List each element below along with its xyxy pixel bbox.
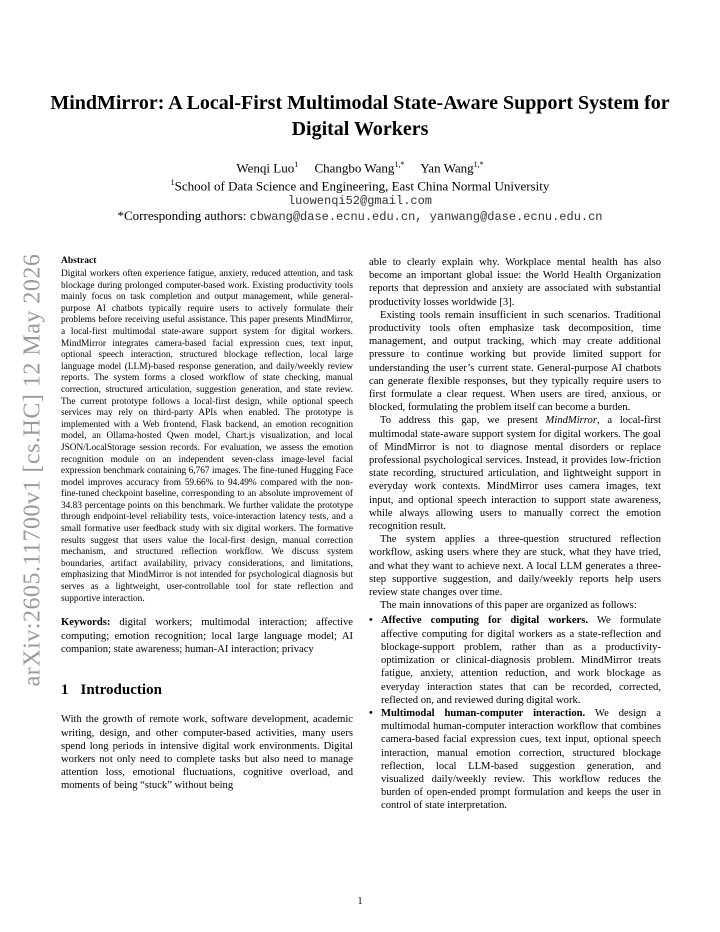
paragraph-text: , a local-first multimodal state-aware support system for digital workers. The goal of MindMirror is not to diagnose mental disorders or replace professional psychological services. Instead, it provides low-friction state recording, structured articulation, and lightweight support in everyday work contexts. MindMirror uses camera images, text input, and optional speech interaction to support state awareness, while always allowing users to manually correct the emotion recognition result.: [369, 415, 661, 533]
body-paragraph: Existing tools remain insufficient in such scenarios. Traditional productivity tools often emphasize task decomposition, time management, and output tracking, which may create additional pressure to continue working but provide limited support for understanding the user’s current state. General-purpose AI chatbots can generate flexible responses, but they typically require users to first formulate a clear request. When users are tired, anxious, or blocked, formulating the problem itself can become a burden.: [369, 309, 661, 414]
list-item-heading: Affective computing for digital workers.: [381, 615, 589, 627]
list-item: [369, 707, 661, 813]
keywords-text: digital workers; multimodal interaction; affective computing; emotion recognition; local large language model; AI companion; state awareness; human-AI interaction; privacy: [61, 617, 353, 656]
corresponding-emails: cbwang@dase.ecnu.edu.cn, yanwang@dase.ecnu.edu.cn: [249, 210, 603, 224]
list-item-heading: Multimodal human-computer interaction.: [381, 707, 586, 719]
corresponding-label: *Corresponding authors:: [117, 208, 250, 223]
keywords-label: Keywords:: [61, 617, 111, 629]
paper-title: MindMirror: A Local-First Multimodal State-Aware Support System for Digital Workers: [50, 92, 670, 140]
body-paragraph: The system applies a three-question structured reflection workflow, asking users where they are stuck, what they have tried, and what they want to achieve next. A local LLM generates a three-step supportive suggestion, and daily/weekly reports help users review state changes over time.: [369, 534, 661, 599]
affiliation-mark: 1: [170, 178, 175, 187]
arxiv-sidebar-stamp: [18, 250, 48, 690]
keywords: [61, 616, 353, 656]
arxiv-id: arXiv:2605.11700v1 [cs.HC] 12 May 2026: [19, 253, 46, 687]
section-number: 1: [61, 682, 69, 699]
author-name: Changbo Wang: [314, 160, 395, 176]
list-item: [369, 614, 661, 706]
intro-paragraph: With the growth of remote work, software development, academic writing, design, and other computer-based activities, many users spend long periods in intensive digital work environments. Digital workers not only need to complete tasks but also need to manage attention loss, emotional fluctuations, cognitive overload, and moments of being “stuck” without being: [61, 714, 353, 792]
author-name: Yan Wang: [420, 160, 474, 176]
body-paragraph: able to clearly explain why. Workplace mental health has also become an important global issue: the World Health Organization reports that depression and anxiety are associated with substantial productivity losses worldwide [3].: [369, 257, 661, 308]
body-paragraph: [369, 414, 661, 533]
author-affil-mark: 1,*: [394, 160, 405, 169]
right-column: [369, 256, 661, 813]
page-number: 1: [357, 896, 363, 907]
author-affil-mark: 1: [294, 160, 299, 169]
system-name: MindMirror: [545, 415, 597, 427]
bullet-mark: •: [369, 615, 373, 627]
section-title: Introduction: [80, 682, 162, 699]
author-email: luowenqi52@gmail.com: [287, 194, 433, 208]
list-item-text: We formulate affective computing for digital workers as a state-reflection and blockage-support problem, rather than as a productivity-optimization or clinical-diagnosis problem. MindMirror treats fatigue, anxiety, attention reduction, and work blockage as everyday interaction states that can be recorded, corrected, reflected on, and reviewed during digital work.: [381, 615, 661, 706]
list-item-text: We design a multimodal human-computer interaction workflow that combines camera-based facial expression cues, text input, optional speech interaction, manual emotion correction, structured blockage reflection, local LLM-based suggestion generation, and visualized daily/weekly review. This workflow reduces the burden of open-ended prompt formulation and keeps the user in control of state interpretation.: [381, 707, 661, 812]
corresponding-authors: [40, 207, 680, 226]
author-affil-mark: 1,*: [473, 160, 484, 169]
bullet-mark: •: [369, 707, 373, 719]
affiliation: [40, 174, 680, 194]
body-paragraph: The main innovations of this paper are organized as follows:: [380, 600, 637, 612]
author-name: Wenqi Luo: [236, 160, 295, 176]
abstract-text: Digital workers often experience fatigue, anxiety, reduced attention, and task blockage during prolonged computer-based work. Existing productivity tools mainly focus on task completion and output management, while general-purpose AI chatbots typically require users to actively formulate their problems before receiving useful assistance. This paper presents MindMirror, a local-first multimodal state-aware support system for digital workers. MindMirror integrates camera-based facial expression cues, text input, optional speech interaction, structured blockage reflection, local large language model (LLM)-based response generation, and daily/weekly review reports. The system forms a closed workflow of state checking, manual correction, structured articulation, suggestion generation, and state review. The current prototype follows a local-first design, while optional speech services may rely on third-party APIs when enabled. The prototype is implemented with a Web frontend, Flask backend, an emotion recognition model, an Ollama-hosted Qwen model, Chart.js visualization, and local JSON/LocalStorage session records. For evaluation, we assess the emotion recognition module on an independent seven-class image-level facial expression benchmark containing 6,767 images. The fine-tuned Hugging Face model improves accuracy from 59.66% to 94.49% compared with the non-fine-tuned checkpoint baseline, corresponding to an absolute improvement of 34.83 percentage points on this benchmark. We further validate the prototype through endpoint-level reliability tests, voice-interaction latency tests, and a small formative user feedback study with six digital workers. The formative results suggest that users value the local-first design, manual correction mechanism, and structured reflection workflow. We discuss system boundaries, artifact availability, privacy considerations, and limitations, emphasizing that MindMirror is not intended for psychological diagnosis but serves as a lightweight, user-controllable tool for state reflection and supportive interaction.: [61, 269, 353, 604]
left-column: [61, 256, 353, 793]
section-heading: [61, 682, 353, 699]
affiliation-text: School of Data Science and Engineering, East China Normal University: [174, 178, 550, 194]
paragraph-text: To address this gap, we present: [380, 415, 546, 427]
contribution-list: [369, 614, 661, 812]
abstract-heading: Abstract: [61, 256, 97, 266]
